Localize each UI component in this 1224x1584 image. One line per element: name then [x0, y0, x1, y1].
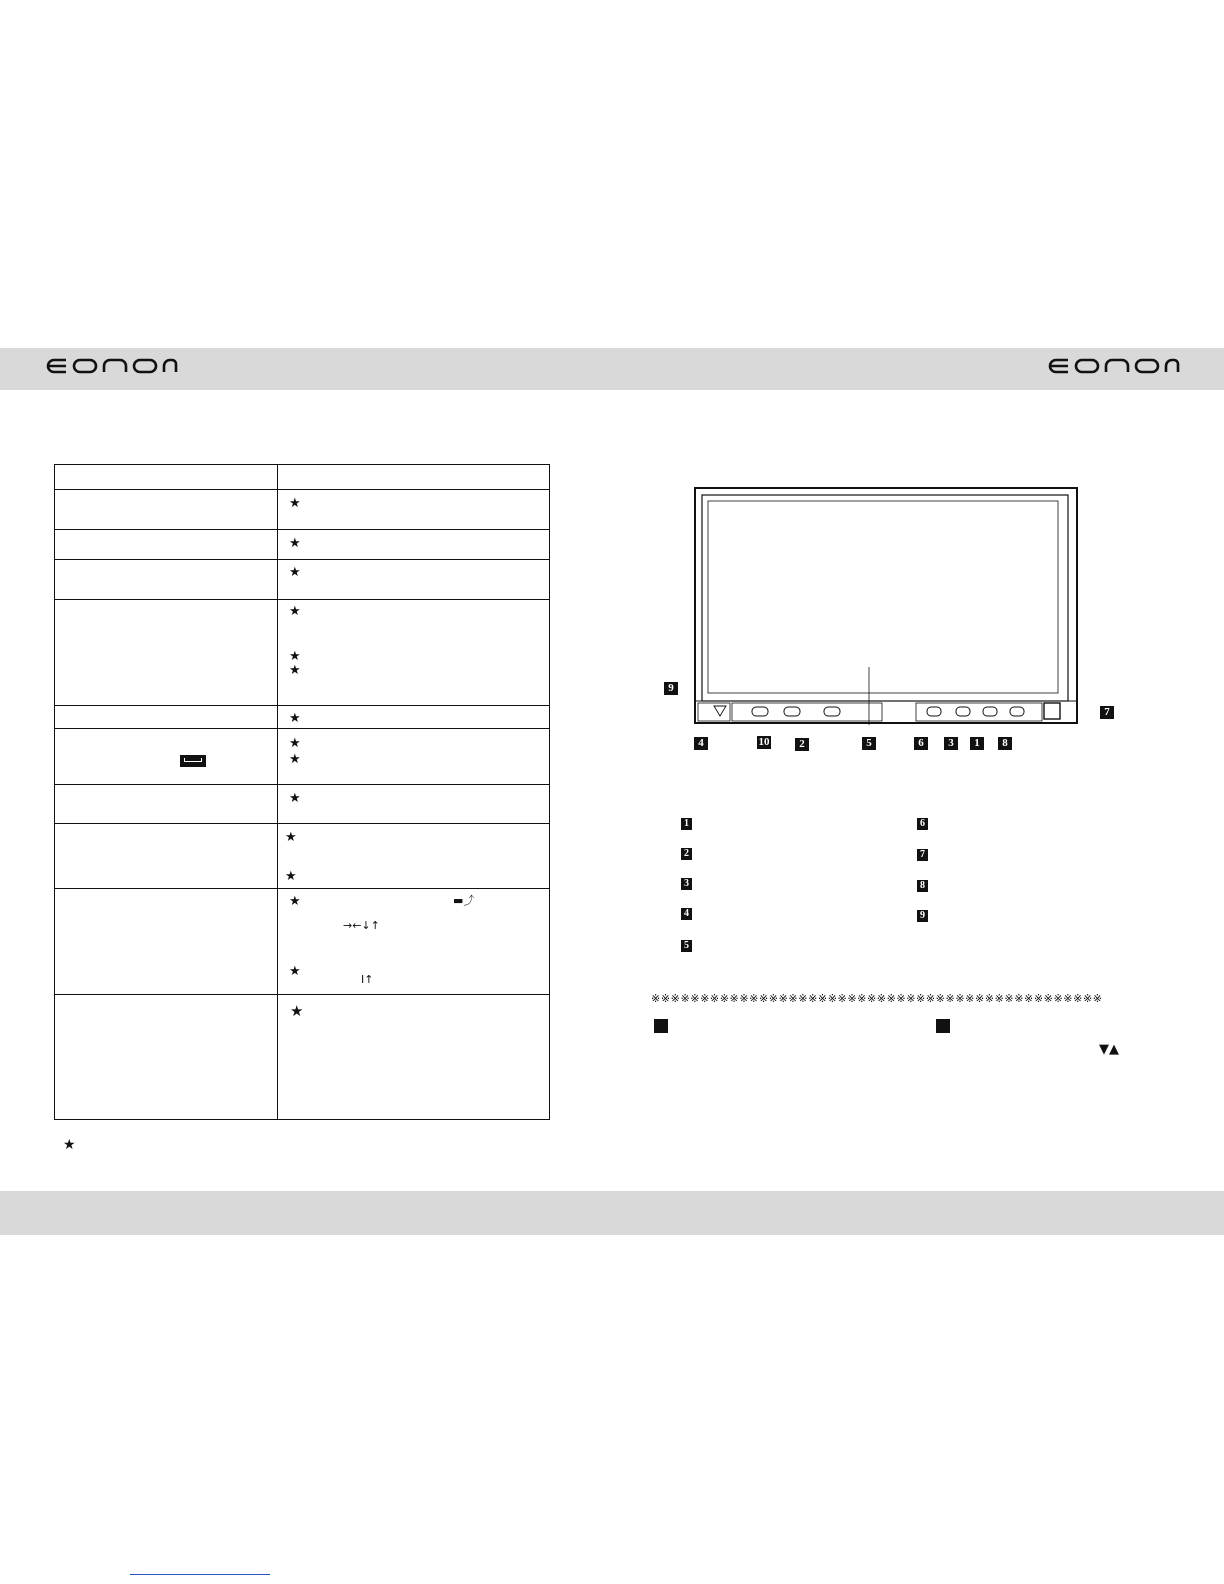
callout-2: 2 — [795, 738, 809, 751]
callout-4: 4 — [694, 737, 708, 750]
callout-1: 1 — [970, 737, 984, 750]
star-bullet: ★ — [289, 711, 301, 726]
star-bullet: ★ — [289, 736, 301, 751]
callout-8: 8 — [998, 737, 1012, 750]
callout-6: 6 — [914, 737, 928, 750]
legend-badge-5: 5 — [681, 940, 692, 952]
row-divider — [55, 489, 549, 490]
separator-marks: ※※※※※※※※※※※※※※※※※※※※※※※※※※※※※※※※※※※※※※※※※※※※※※ — [651, 992, 1103, 1005]
row-divider — [55, 705, 549, 706]
legend-badge-6: 6 — [917, 818, 928, 830]
legend-badge-9: 9 — [917, 910, 928, 922]
arrows-icon: →←↓↑ — [343, 919, 380, 932]
legend-badge-8: 8 — [917, 880, 928, 892]
row-divider — [55, 559, 549, 560]
callout-5: 5 — [862, 737, 876, 750]
troubleshooting-table — [54, 464, 550, 1120]
arrows-icon: I↑ — [361, 973, 374, 986]
star-bullet: ★ — [289, 663, 301, 678]
star-bullet: ★ — [289, 791, 301, 806]
star-bullet: ★ — [289, 649, 301, 664]
eonon-logo-right — [1046, 354, 1180, 376]
callout-7: 7 — [1100, 706, 1114, 719]
row-divider — [55, 529, 549, 530]
legend-badge-4: 4 — [681, 908, 692, 920]
down-up-arrows-icon: ▼▲ — [1099, 1042, 1119, 1057]
footer-band — [0, 1191, 1224, 1235]
callout-3: 3 — [944, 737, 958, 750]
row-divider — [55, 888, 549, 889]
star-bullet: ★ — [289, 565, 301, 580]
star-bullet: ★ — [289, 536, 301, 551]
remote-icon: ▬⤴ — [453, 894, 475, 907]
legend-badge-7: 7 — [917, 849, 928, 861]
callout-9: 9 — [664, 682, 678, 695]
row-divider — [55, 784, 549, 785]
link-underline — [130, 1574, 270, 1575]
input-jack-icon — [180, 755, 206, 767]
row-divider — [55, 599, 549, 600]
row-divider — [55, 994, 549, 995]
star-bullet: ★ — [285, 830, 297, 845]
column-divider — [277, 465, 278, 1119]
row-divider — [55, 823, 549, 824]
star-bullet: ★ — [289, 752, 301, 767]
header-band — [0, 348, 1224, 390]
star-bullet: ★ — [289, 964, 301, 979]
star-bullet: ★ — [285, 869, 297, 884]
star-bullet: ★ — [289, 496, 301, 511]
panel-drawing — [694, 487, 1078, 725]
legend-badge-1: 1 — [681, 818, 692, 830]
footnote-star: ★ — [63, 1137, 76, 1153]
device-front-panel — [668, 487, 1110, 750]
row-divider — [55, 728, 549, 729]
eonon-logo-left — [44, 354, 178, 376]
star-bullet: ★ — [289, 894, 301, 909]
star-bullet: ★ — [289, 604, 301, 619]
note-square-right — [936, 1019, 950, 1033]
legend-badge-2: 2 — [681, 848, 692, 860]
legend-badge-3: 3 — [681, 878, 692, 890]
callout-10: 10 — [758, 736, 770, 748]
star-bullet: ★ — [290, 1002, 304, 1020]
note-square-left — [654, 1019, 668, 1033]
